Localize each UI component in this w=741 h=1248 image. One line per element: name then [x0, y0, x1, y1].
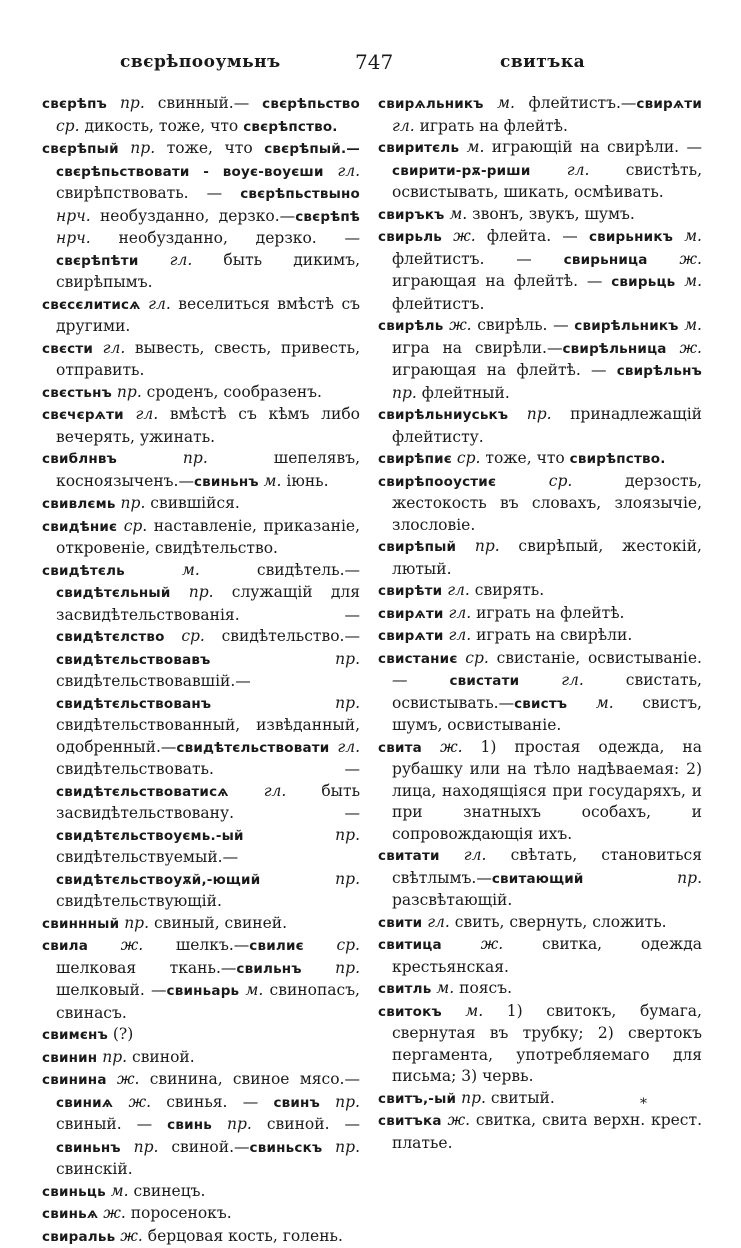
dictionary-entry [378, 137, 702, 204]
definition-text: свидѣтельствуемый.— [56, 848, 238, 866]
grammar-label: гл. [530, 161, 589, 179]
headword: свидѣтєльствоуѫй,-ющий [56, 872, 260, 888]
grammar-label: м. [567, 694, 613, 712]
grammar-label: пр. [508, 405, 551, 423]
definition-text: поросенокъ. [126, 1204, 232, 1222]
headword: свинь [167, 1117, 212, 1133]
definition-text: играющій на свирѣли. — [484, 138, 702, 156]
running-head-right: свитъка [500, 52, 585, 72]
definition-text: 1) простая одежда, на рубашку или на тѣло надѣваемая: 2) лица, находящіяся при государяхъ, и при знатныхъ особахъ, и сопровождающія ихъ. [392, 738, 702, 843]
grammar-label: ж. [113, 1093, 151, 1111]
grammar-label: гл. [442, 581, 470, 599]
grammar-label: пр. [244, 826, 360, 844]
definition-text: свидѣтельствовавшій.— [56, 672, 251, 690]
grammar-label: м. [679, 316, 702, 334]
grammar-label: нрч. [56, 229, 91, 247]
dictionary-entry [42, 560, 360, 913]
dictionary-entry [42, 516, 360, 560]
headword: свиритєль [378, 140, 459, 156]
headword: свиньнъ [56, 1140, 121, 1156]
grammar-label: ср. [165, 627, 205, 645]
headword: свирити-рѫ-риши [392, 163, 530, 179]
dictionary-entry [42, 1047, 360, 1070]
headword: свєрѣпъ [42, 96, 107, 112]
dictionary-entry [378, 603, 702, 626]
grammar-label: пр. [320, 1093, 360, 1111]
headword: свистъ [514, 696, 567, 712]
headword: свидѣтєльствовавъ [56, 652, 210, 668]
headword: свирѣльниуськъ [378, 407, 508, 423]
headword: свирѣпиє [378, 451, 452, 467]
grammar-label: пр. [302, 959, 360, 977]
headword: свирѣпство. [570, 451, 666, 467]
grammar-label: пр. [584, 869, 702, 887]
headword: свитающий [492, 871, 584, 887]
definition-text: свинья. — [151, 1093, 273, 1111]
headword: свирѧти [378, 628, 444, 644]
headword: свирѣль [378, 318, 443, 334]
headword: свєрѣпый.— свєрѣпьствовати - воує-воуєши [56, 141, 360, 180]
definition-text: шелковая ткань.— [56, 959, 236, 977]
definition-text: разсвѣтающій. [392, 891, 512, 909]
headword: свирьница [564, 252, 648, 268]
dictionary-entry [378, 448, 702, 471]
dictionary-entry [378, 978, 702, 1001]
dictionary-entry [378, 737, 702, 846]
dictionary-entry [378, 93, 702, 137]
headword: свирѣпооустиє [378, 474, 496, 490]
grammar-label: ж. [115, 1227, 142, 1245]
headword: свидѣтєльствованъ [56, 696, 211, 712]
grammar-label: гл. [329, 738, 360, 756]
definition-text: свѣтать, становиться свѣтлымъ.— [392, 846, 702, 887]
headword: свирѣти [378, 583, 442, 599]
dictionary-entry [378, 315, 702, 404]
definition-text: свиной. [127, 1048, 195, 1066]
definition-text: играющая на флейтѣ. — [392, 361, 617, 379]
grammar-label: ж. [648, 250, 702, 268]
grammar-label: м. [484, 94, 515, 112]
grammar-label: пр. [116, 494, 146, 512]
definition-text: вывесть, свесть, привесть, отправить. [56, 339, 360, 380]
definition-text: играть на флейтѣ. [415, 117, 568, 135]
dictionary-entry [42, 294, 360, 338]
headword: свєстьнъ [42, 385, 112, 401]
grammar-label: м. [445, 205, 468, 223]
grammar-label: гл. [124, 405, 158, 423]
grammar-label: ср. [452, 449, 480, 467]
grammar-label: гл. [229, 782, 287, 800]
grammar-label: пр. [212, 1115, 252, 1133]
definition-text: вмѣстѣ съ кѣмъ либо вечерять, ужинать. [56, 405, 360, 446]
grammar-label: пр. [456, 537, 500, 555]
headword: свєрѣпьствыно [240, 186, 360, 202]
dictionary-entry [378, 934, 702, 978]
right-column [378, 93, 702, 1154]
dictionary-entry [378, 1001, 702, 1088]
definition-text: шелковый. — [56, 981, 167, 999]
dictionary-entry [42, 138, 360, 294]
definition-text: тоже, что [155, 139, 264, 157]
grammar-label: м. [239, 981, 263, 999]
grammar-label: м. [106, 1182, 129, 1200]
definition-text: дерзость, жестокость въ словахъ, злоязычіе, злословіе. [392, 472, 702, 534]
grammar-label: пр. [117, 449, 208, 467]
dictionary-entry [42, 1024, 360, 1047]
grammar-label: гл. [392, 117, 415, 135]
definition-text: свинскій. [56, 1160, 133, 1178]
headword: свимєнъ [42, 1027, 108, 1043]
headword: свидѣтєль [42, 563, 125, 579]
headword: свєчєрѧти [42, 407, 124, 423]
definition-text: берцовая кость, голень. [143, 1227, 343, 1245]
definition-text: свитка, одежда крестьянская. [392, 935, 702, 976]
definition-text: наставленіе, приказаніе, откровеніе, свидѣтельство. [56, 517, 360, 558]
definition-text: свитка, свита верхн. крест. платье. [392, 1111, 702, 1152]
grammar-label: ж. [442, 935, 503, 953]
headword: свирьль [378, 229, 442, 245]
dictionary-entry [378, 912, 702, 935]
grammar-label: пр. [456, 1089, 486, 1107]
definition-text: шелкъ.— [143, 936, 249, 954]
grammar-label: гл. [139, 251, 193, 269]
grammar-label: ж. [422, 738, 463, 756]
headword: свєсєлитисѧ [42, 297, 141, 313]
definition-text: шепелявъ, косноязыченъ.— [56, 449, 360, 490]
definition-text: свистъ, шумъ, освистываніе. [392, 694, 702, 735]
definition-text: быть засвидѣтельствовану. — [56, 782, 360, 823]
grammar-label: пр. [119, 914, 149, 932]
definition-text: свинный.— [145, 94, 262, 112]
definition-text: быть дикимъ, свирѣпымъ. [56, 251, 360, 292]
grammar-label: пр. [210, 650, 360, 668]
headword: свила [42, 938, 88, 954]
running-head-left: свєрѣпооумьнъ [120, 52, 281, 72]
definition-text: необузданно, дерзко.— [91, 207, 295, 225]
headword: свирѣльнъ [617, 363, 702, 379]
definition-text: свидѣтельство.— [205, 627, 360, 645]
definition-text: флейтный. [417, 384, 510, 402]
grammar-label: пр. [392, 384, 417, 402]
definition-text: флейтистъ. — [392, 250, 564, 268]
definition-text: поясъ. [454, 979, 512, 997]
definition-text: свитый. [486, 1089, 555, 1107]
headword: свиньарь [167, 983, 240, 999]
dictionary-entry [42, 1069, 360, 1181]
grammar-label: м. [442, 1002, 483, 1020]
dictionary-entry [42, 404, 360, 448]
definition-text: сроденъ, сообразенъ. [142, 383, 322, 401]
grammar-label: пр. [260, 870, 360, 888]
grammar-label: гл. [422, 913, 450, 931]
page-header [0, 52, 741, 82]
headword: свирѣльница [562, 341, 666, 357]
headword: свитица [378, 937, 442, 953]
headword: свиннный [42, 916, 119, 932]
dictionary-entry [42, 382, 360, 405]
headword: свитъ,-ый [378, 1091, 456, 1107]
headword: свиниѧ [56, 1095, 113, 1111]
definition-text: іюнь. [281, 472, 328, 490]
headword: свиньнъ [194, 474, 259, 490]
definition-text: необузданно, дерзко. — [91, 229, 360, 247]
definition-text: свиный. — [56, 1115, 167, 1133]
grammar-label: гл. [444, 604, 472, 622]
headword: свиньць [42, 1184, 106, 1200]
page-number: 747 [355, 50, 393, 74]
grammar-label: гл. [141, 295, 171, 313]
dictionary-entry [378, 226, 702, 315]
headword: свидѣтєльствоватисѧ [56, 784, 229, 800]
grammar-label: пр. [121, 1138, 159, 1156]
headword: свитати [378, 848, 440, 864]
headword: свинина [42, 1072, 107, 1088]
definition-text: свирѣпый, жестокій, лютый. [392, 537, 702, 578]
definition-text: играть на свирѣли. [471, 626, 632, 644]
definition-text: свирѣль. — [472, 316, 575, 334]
definition-text: флейта. — [476, 227, 589, 245]
definition-text: игра на свирѣли.— [392, 339, 562, 357]
definition-text: свидѣтельствовать. — [56, 760, 360, 778]
dictionary-entry [42, 1181, 360, 1204]
headword: свєрѣпѣ [295, 209, 360, 225]
definition-text: флейтистъ. [392, 295, 484, 313]
headword: свирѣпый [378, 539, 456, 555]
grammar-label: гл. [440, 846, 487, 864]
grammar-label: ж. [107, 1070, 140, 1088]
headword: свєрѣпый [42, 141, 119, 157]
definition-text: свидѣтель.— [200, 561, 360, 579]
headword: свинъ [273, 1095, 319, 1111]
headword: свєрѣпство. [243, 119, 337, 135]
dictionary-entry [42, 1226, 360, 1248]
dictionary-entry [42, 1203, 360, 1226]
headword: свиблнвъ [42, 451, 117, 467]
definition-text: флейтистъ.— [515, 94, 636, 112]
headword: свивлємь [42, 496, 116, 512]
definition-text: свить, свернуть, сложить. [450, 913, 667, 931]
grammar-label: м. [431, 979, 454, 997]
grammar-label: ж. [442, 1111, 470, 1129]
dictionary-entry [42, 93, 360, 138]
dictionary-entry [378, 845, 702, 912]
definition-text: принадлежащій флейтисту. [392, 405, 702, 446]
definition-text: свиной. — [252, 1115, 360, 1133]
headword: свидѣтєльствоуємь.-ый [56, 828, 244, 844]
definition-text: звонъ, звукъ, шумъ. [467, 205, 635, 223]
definition-text: свиный, свиней. [149, 914, 287, 932]
grammar-label: ср. [117, 517, 147, 535]
definition-text: свинина, свиное мясо.— [139, 1070, 360, 1088]
grammar-label: нрч. [56, 207, 91, 225]
dictionary-entry [378, 648, 702, 737]
dictionary-entry [378, 404, 702, 448]
definition-text: играющая на флейтѣ. — [392, 272, 611, 290]
definition-text: свиной.— [158, 1138, 249, 1156]
definition-text: свинопасъ, свинасъ. [56, 981, 360, 1022]
grammar-label: ж. [443, 316, 471, 334]
dictionary-entry [42, 913, 360, 936]
headword: свирѧльникъ [378, 96, 484, 112]
headword: свити [378, 915, 422, 931]
definition-text: играть на флейтѣ. [471, 604, 624, 622]
dictionary-entry [378, 1110, 702, 1154]
headword: свидѣниє [42, 519, 117, 535]
definition-text: свирѣпствовать. — [56, 184, 240, 202]
headword: свитль [378, 981, 431, 997]
grammar-label: гл. [519, 671, 584, 689]
headword: свита [378, 740, 422, 756]
grammar-label: м. [675, 272, 702, 290]
grammar-label: м. [259, 472, 282, 490]
headword: свирьникъ [589, 229, 673, 245]
headword: свильнъ [236, 961, 301, 977]
definition-text: свистѣть, освистывать, шикать, осмѣивать. [392, 161, 702, 202]
dictionary-entry [42, 935, 360, 1024]
dictionary-entry [42, 493, 360, 516]
headword: свидѣтєльствовати [176, 740, 329, 756]
grammar-label: ср. [496, 472, 572, 490]
grammar-label: м. [673, 227, 702, 245]
definition-text: свирять. [470, 581, 544, 599]
grammar-label: пр. [322, 1138, 360, 1156]
grammar-label: ж. [667, 339, 702, 357]
headword: свидѣтєльный [56, 585, 171, 601]
grammar-label: пр. [171, 583, 214, 601]
headword: свєрѣпѣти [56, 253, 139, 269]
definition-text: тоже, что [480, 449, 569, 467]
footer-mark: * [640, 1096, 647, 1112]
headword: свирьць [611, 274, 675, 290]
headword: свистаниє [378, 651, 458, 667]
dictionary-entry [378, 536, 702, 580]
definition-text: свидѣтельствованный, извѣданный, одобренный.— [56, 716, 360, 756]
headword: свирѧти [636, 96, 702, 112]
grammar-label: ж. [98, 1204, 125, 1222]
headword: свєсти [42, 341, 93, 357]
headword: свитокъ [378, 1004, 442, 1020]
grammar-label: ср. [458, 649, 489, 667]
definition-text: веселиться вмѣстѣ съ другими. [56, 295, 360, 336]
headword: свиньѧ [42, 1206, 98, 1222]
definition-text: свидѣтельствующій. [56, 892, 222, 910]
grammar-label: пр. [119, 139, 155, 157]
headword: свирѣльникъ [574, 318, 678, 334]
grammar-label: пр. [107, 94, 145, 112]
definition-text: дикость, тоже, что [80, 117, 244, 135]
grammar-label: гл. [93, 339, 125, 357]
left-column [42, 93, 360, 1248]
dictionary-entry [378, 580, 702, 603]
grammar-label: пр. [112, 383, 142, 401]
dictionary-entry [42, 448, 360, 493]
dictionary-entry [378, 471, 702, 537]
headword: свиньскъ [250, 1140, 323, 1156]
dictionary-entry [378, 1088, 702, 1111]
grammar-label: ж. [442, 227, 476, 245]
headword: свєрѣпьство [262, 96, 360, 112]
headword: свистати [449, 673, 519, 689]
headword: свитъка [378, 1113, 442, 1129]
grammar-label: ж. [88, 936, 143, 954]
grammar-label: м. [125, 561, 200, 579]
definition-text: свинецъ. [129, 1182, 206, 1200]
headword: свиръкъ [378, 207, 445, 223]
dictionary-entry [42, 338, 360, 382]
grammar-label: ср. [304, 936, 360, 954]
grammar-label: м. [459, 138, 484, 156]
definition-text: служащій для засвидѣтельствованія. — [56, 583, 360, 624]
grammar-label: ср. [56, 117, 80, 135]
grammar-label: пр. [211, 694, 360, 712]
definition-text: свистаніе, освистываніе. — [392, 649, 702, 690]
headword: свинин [42, 1050, 97, 1066]
headword: свирѧти [378, 606, 444, 622]
headword: свилиє [249, 938, 304, 954]
definition-text: свистать, освистывать.— [392, 671, 702, 712]
definition-text: (?) [108, 1025, 133, 1043]
dictionary-entry [378, 625, 702, 648]
grammar-label: гл. [324, 162, 360, 180]
headword: свидѣтєлство [56, 629, 165, 645]
grammar-label: пр. [97, 1048, 127, 1066]
definition-text: 1) свитокъ, бумага, свернутая въ трубку; 2) свертокъ пергамента, употребляемаго для письма; 3) червь. [392, 1002, 702, 1086]
grammar-label: гл. [444, 626, 472, 644]
dictionary-entry [378, 204, 702, 227]
definition-text: свившійся. [145, 494, 239, 512]
headword: свиральь [42, 1229, 115, 1245]
